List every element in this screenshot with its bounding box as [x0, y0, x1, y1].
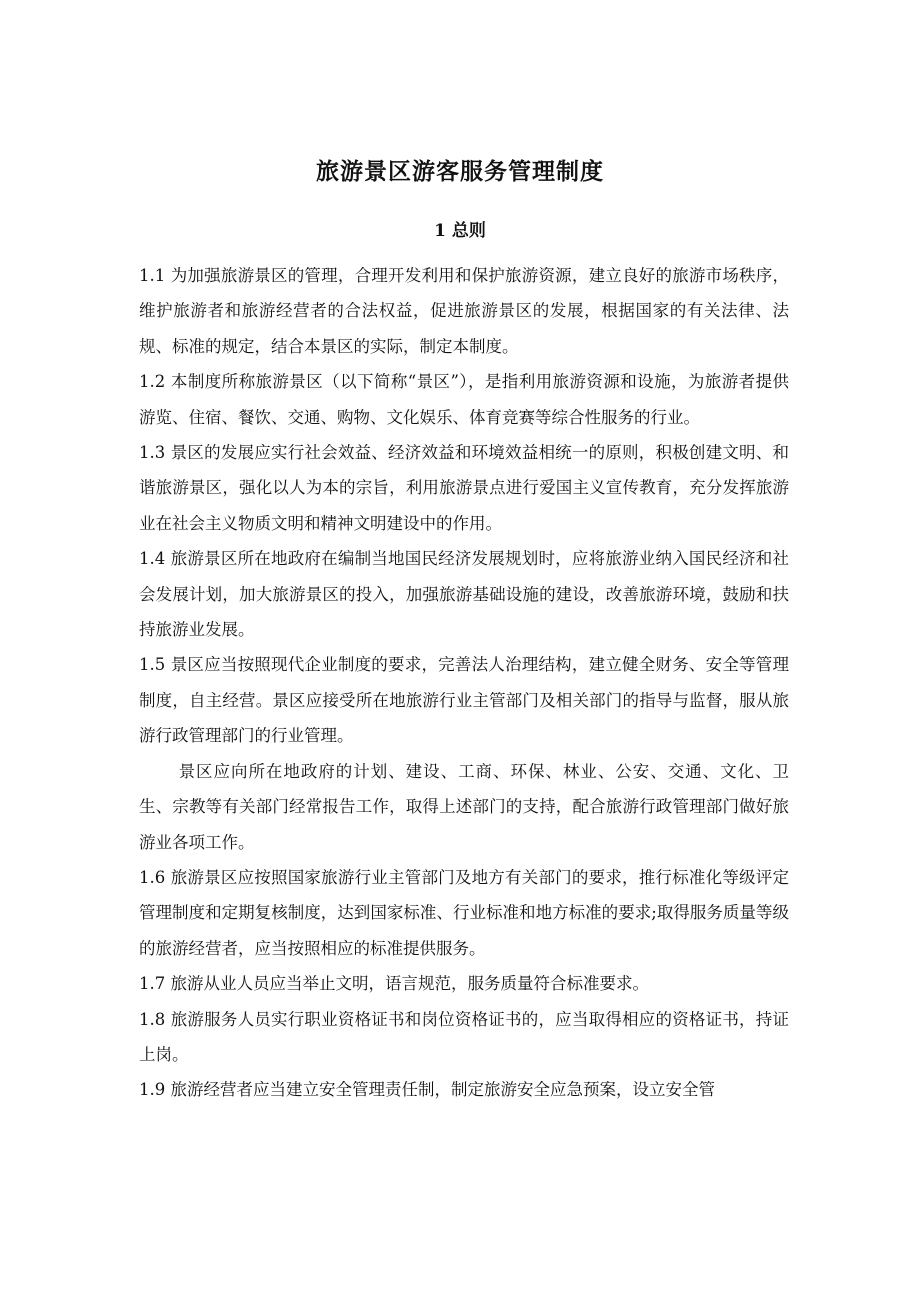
document-body — [139, 258, 789, 1108]
section-heading: 1 总则 — [434, 221, 486, 241]
paragraph-1-9: 1.9 旅游经营者应当建立安全管理责任制，制定旅游安全应急预案，设立安全管 — [139, 1080, 715, 1100]
paragraph-1-8: 1.8 旅游服务人员实行职业资格证书和岗位资格证书的，应当取得相应的资格证书，持证上岗。 — [139, 1009, 789, 1064]
document-title: 旅游景区游客服务管理制度 — [316, 158, 604, 185]
paragraph-1-5-continued: 景区应向所在地政府的计划、建设、工商、环保、林业、公安、交通、文化、卫生、宗教等有关部门经常报告工作，取得上述部门的支持，配合旅游行政管理部门做好旅游业各项工作。 — [139, 761, 789, 852]
paragraph-1-1: 1.1 为加强旅游景区的管理，合理开发利用和保护旅游资源，建立良好的旅游市场秩序，维护旅游者和旅游经营者的合法权益，促进旅游景区的发展，根据国家的有关法律、法规、标准的规定，结合本景区的实际，制定本制度。 — [139, 266, 789, 356]
paragraph-1-4: 1.4 旅游景区所在地政府在编制当地国民经济发展规划时，应将旅游业纳入国民经济和社会发展计划，加大旅游景区的投入，加强旅游基础设施的建设，改善旅游环境，鼓励和扶持旅游业发展。 — [139, 549, 789, 640]
paragraph-1-6: 1.6 旅游景区应按照国家旅游行业主管部门及地方有关部门的要求，推行标准化等级评定管理制度和定期复核制度，达到国家标准、行业标准和地方标准的要求;取得服务质量等级的旅游经营者，应当按照相应的标准提供服务。 — [139, 867, 789, 958]
paragraph-1-3: 1.3 景区的发展应实行社会效益、经济效益和环境效益相统一的原则，积极创建文明、和谐旅游景区，强化以人为本的宗旨，利用旅游景点进行爱国主义宣传教育，充分发挥旅游业在社会主义物质文明和精神文明建设中的作用。 — [139, 443, 789, 533]
paragraph-1-2: 1.2 本制度所称旅游景区（以下简称“景区”），是指利用旅游资源和设施，为旅游者提供游览、住宿、餐饮、交通、购物、文化娱乐、体育竞赛等综合性服务的行业。 — [139, 372, 789, 427]
paragraph-1-5: 1.5 景区应当按照现代企业制度的要求，完善法人治理结构，建立健全财务、安全等管理制度，自主经营。景区应接受所在地旅游行业主管部门及相关部门的指导与监督，服从旅游行政管理部门的行业管理。 — [139, 655, 789, 746]
paragraph-1-7: 1.7 旅游从业人员应当举止文明，语言规范，服务质量符合标准要求。 — [139, 974, 649, 994]
